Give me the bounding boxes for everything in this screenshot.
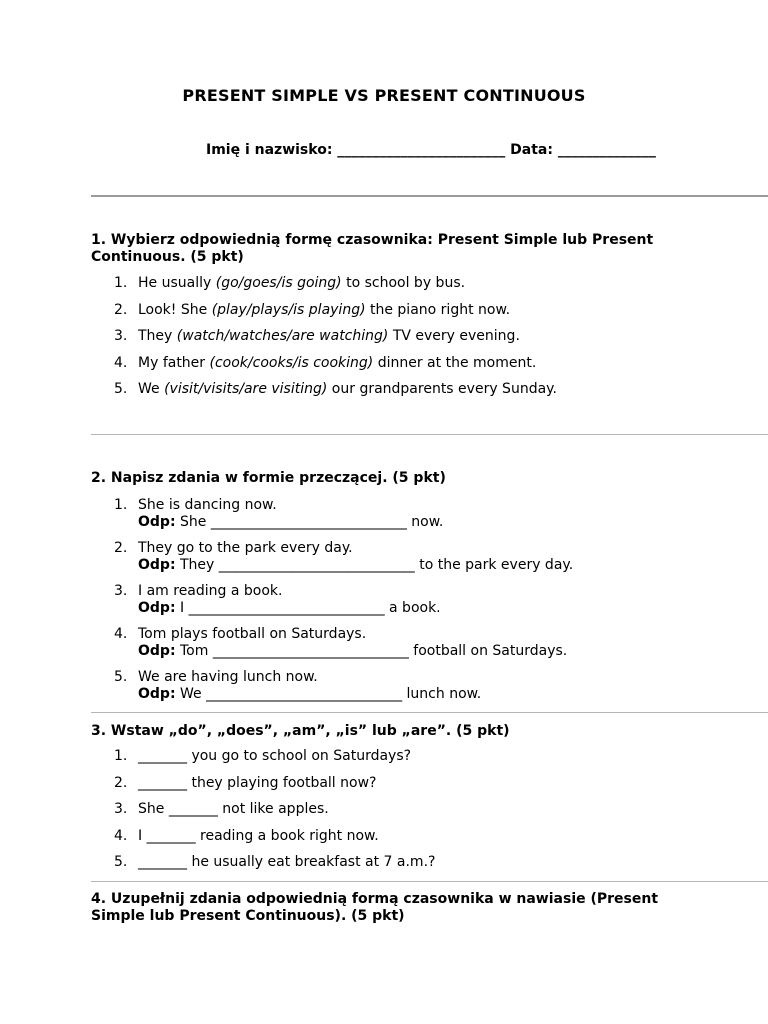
divider [91, 434, 768, 435]
divider [91, 195, 768, 197]
page-title: PRESENT SIMPLE VS PRESENT CONTINUOUS [182, 86, 586, 105]
divider [91, 881, 768, 882]
list-item: 2. Look! She (play/plays/is playing) the piano right now. [114, 301, 511, 318]
list-item: 1. She is dancing now. Odp: She ____________________________ now. [114, 497, 444, 530]
list-item: 1. He usually (go/goes/is going) to school by bus. [114, 275, 466, 291]
divider [91, 712, 768, 713]
name-date-line: Imię i nazwisko: ________________________ Data: ______________ [206, 142, 656, 158]
list-item: 2. They go to the park every day. Odp: They ____________________________ to the park every day. [114, 540, 574, 573]
list-item: 4. I _______ reading a book right now. [114, 827, 379, 844]
list-item: 3. She _______ not like apples. [114, 801, 329, 817]
list-item: 5. We (visit/visits/are visiting) our grandparents every Sunday. [114, 381, 557, 397]
list-item: 1. _______ you go to school on Saturdays? [114, 748, 412, 764]
list-item: 5. We are having lunch now. Odp: We ____________________________ lunch now. [114, 669, 482, 702]
section-1-list [91, 275, 557, 408]
list-item: 3. I am reading a book. Odp: I ____________________________ a book. [114, 583, 441, 616]
list-item: 3. They (watch/watches/are watching) TV every evening. [114, 328, 520, 344]
section-3-list [91, 748, 435, 881]
section-2-list [91, 497, 573, 712]
section-3-heading: 3. Wstaw „do”, „does”, „am”, „is” lub „are”. (5 pkt) [91, 723, 510, 739]
section-2-heading: 2. Napisz zdania w formie przeczącej. (5 pkt) [91, 470, 446, 486]
list-item: 5. _______ he usually eat breakfast at 7 a.m.? [114, 854, 436, 870]
section-4-heading: 4. Uzupełnij zdania odpowiednią formą czasownika w nawiasie (Present Simple lub Present Continuous). (5 pkt) [91, 891, 659, 924]
list-item: 2. _______ they playing football now? [114, 774, 377, 791]
section-1-heading: 1. Wybierz odpowiednią formę czasownika: Present Simple lub Present Continuous. (5 pkt) [91, 232, 654, 265]
list-item: 4. Tom plays football on Saturdays. Odp: Tom ____________________________ football on Saturdays. [114, 626, 568, 659]
list-item: 4. My father (cook/cooks/is cooking) dinner at the moment. [114, 354, 537, 371]
